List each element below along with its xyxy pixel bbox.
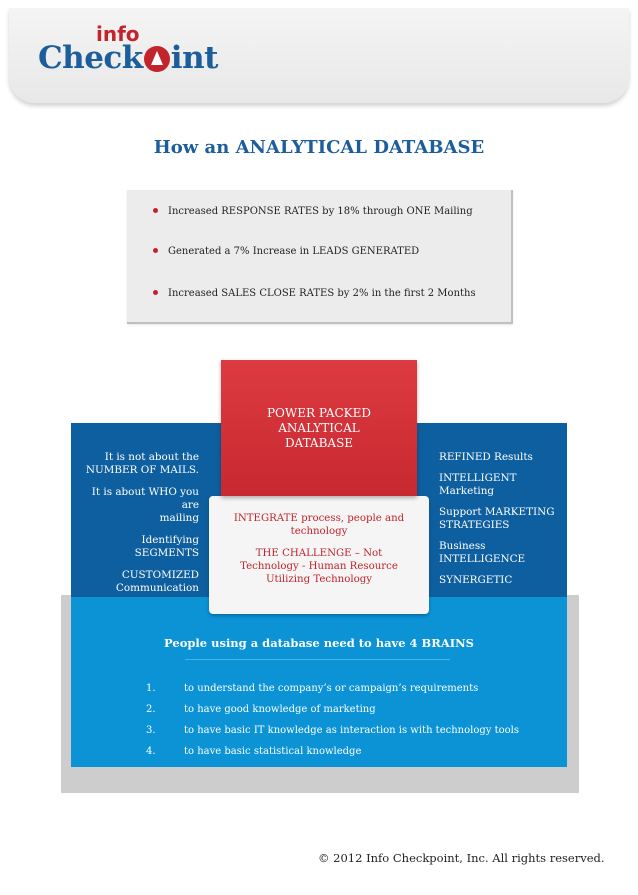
logo-int-text: int xyxy=(170,40,218,76)
brain-text: to understand the company’s or campaign’s requirements xyxy=(184,683,479,694)
left-item-line: It is about WHO you are xyxy=(91,486,199,511)
right-item: INTELLIGENT Marketing xyxy=(439,472,517,497)
bullet-icon xyxy=(153,290,158,295)
right-item-line: STRATEGIES xyxy=(439,519,510,531)
challenge-line: Technology - Human Resource xyxy=(240,560,398,572)
challenge-line: THE CHALLENGE – Not xyxy=(255,548,383,559)
logo-info-text: info xyxy=(96,22,140,46)
result-item xyxy=(153,206,473,217)
result-text: Increased RESPONSE RATES by 18% through ONE Mailing xyxy=(168,206,473,217)
light-blue-band xyxy=(71,597,567,767)
brain-text: to have basic IT knowledge as interaction is with technology tools xyxy=(184,725,519,736)
brain-number: 3. xyxy=(146,725,156,736)
copyright-footer: © 2012 Info Checkpoint, Inc. All rights reserved. xyxy=(318,851,605,865)
brains-divider xyxy=(185,659,450,660)
left-item-line: mailing xyxy=(159,512,199,524)
result-text: Increased SALES CLOSE RATES by 2% in the first 2 Months xyxy=(168,288,476,299)
left-item xyxy=(77,569,199,595)
logo-wordmark xyxy=(38,40,218,76)
brain-item xyxy=(146,704,376,715)
left-item xyxy=(77,534,199,560)
left-item xyxy=(77,486,199,525)
power-packed-box xyxy=(221,360,417,496)
left-column xyxy=(77,451,199,604)
brain-item xyxy=(146,683,478,694)
brain-number: 2. xyxy=(146,704,156,715)
left-item-line: It is not about the xyxy=(104,451,199,463)
page-title: How an ANALYTICAL DATABASE xyxy=(153,137,485,158)
result-text: Generated a 7% Increase in LEADS GENERATED xyxy=(168,246,420,257)
left-item-line: NUMBER OF MAILS. xyxy=(85,464,199,476)
power-packed-line: ANALYTICAL xyxy=(278,421,360,435)
brain-item xyxy=(146,746,361,757)
logo-check-text: Check xyxy=(38,40,143,76)
right-column xyxy=(439,451,564,595)
integrate-card xyxy=(209,496,429,614)
bullet-icon xyxy=(153,208,158,213)
brain-text: to have good knowledge of marketing xyxy=(184,704,376,715)
info-checkpoint-logo[interactable] xyxy=(38,22,268,90)
right-item xyxy=(439,506,564,532)
left-item-line: CUSTOMIZED xyxy=(121,569,199,581)
bullet-icon xyxy=(153,248,158,253)
challenge-line: Utilizing Technology xyxy=(265,573,373,585)
power-packed-line: POWER PACKED xyxy=(266,406,372,420)
result-item xyxy=(153,288,476,299)
results-box xyxy=(127,190,513,324)
left-item xyxy=(77,451,199,477)
power-packed-line: DATABASE xyxy=(284,436,354,450)
logo-mark-icon xyxy=(144,46,170,72)
challenge-text xyxy=(209,548,429,586)
right-item-line: Support MARKETING xyxy=(439,506,555,518)
right-item: Business INTELLIGENCE xyxy=(439,540,526,565)
integrate-line: technology xyxy=(290,525,348,537)
left-item-line: Communication xyxy=(115,582,199,594)
brain-text: to have basic statistical knowledge xyxy=(184,746,362,757)
power-packed-text xyxy=(221,406,417,451)
right-item: SYNERGETIC xyxy=(439,574,513,586)
left-item-line: Identifying SEGMENTS xyxy=(134,534,199,559)
brain-number: 1. xyxy=(146,683,156,694)
brain-item xyxy=(146,725,519,736)
brains-heading: People using a database need to have 4 BRAINS xyxy=(164,636,474,650)
brain-number: 4. xyxy=(146,746,156,757)
integrate-text xyxy=(209,513,429,539)
integrate-line: INTEGRATE process, people and xyxy=(233,513,405,524)
right-item: REFINED Results xyxy=(439,451,533,463)
result-item xyxy=(153,246,419,257)
